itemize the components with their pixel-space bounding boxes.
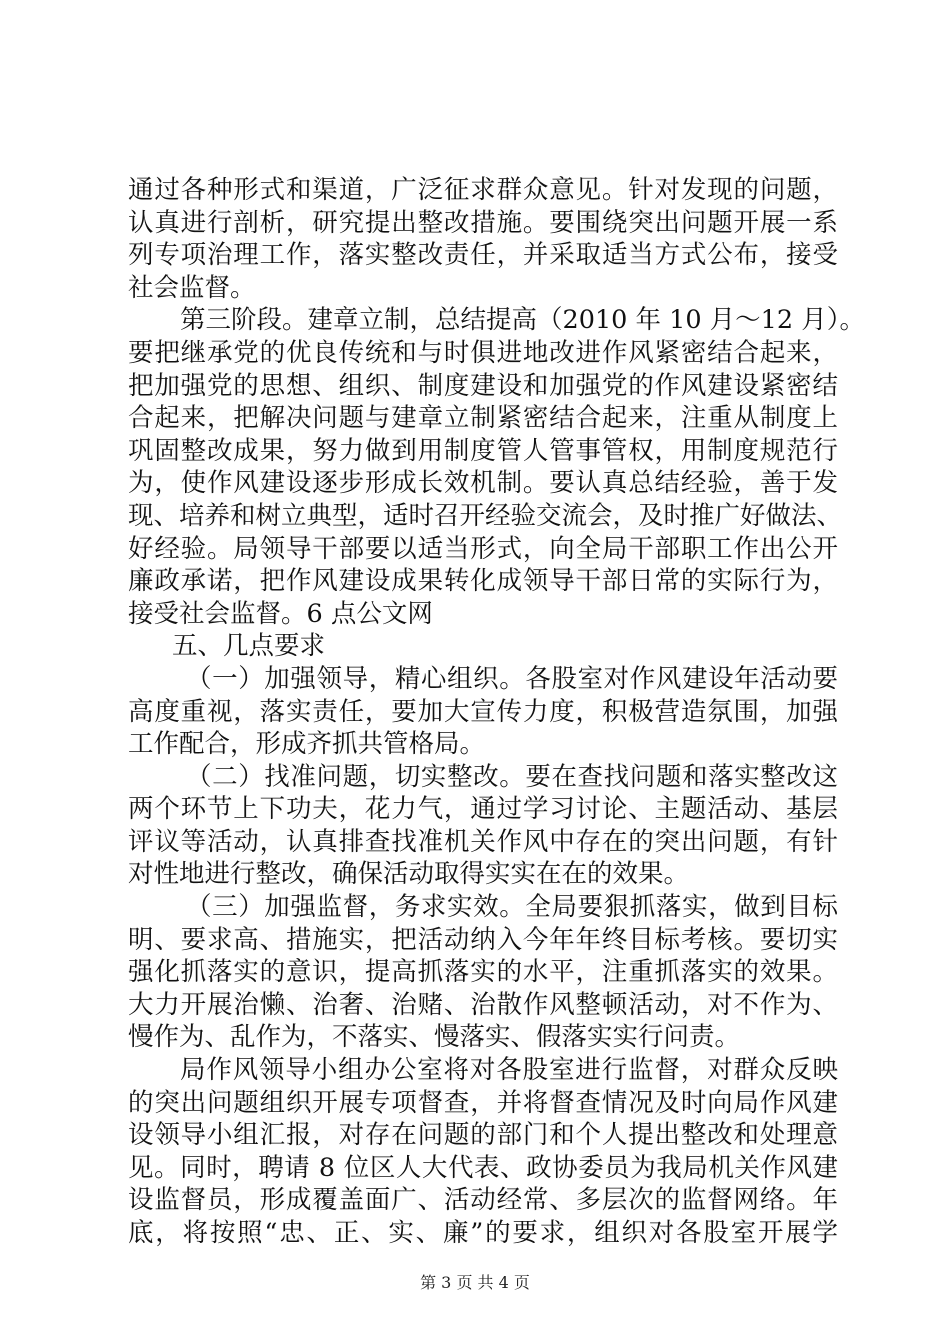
text-line: 工作配合，形成齐抓共管格局。 <box>128 729 486 760</box>
text-line: 见。同时，聘请 8 位区人大代表、政协委员为我局机关作风建 <box>128 1152 838 1183</box>
text-line: 强化抓落实的意识，提高抓落实的水平，注重抓落实的效果。 <box>128 957 838 988</box>
text-line: 要把继承党的优良传统和与时俱进地改进作风紧密结合起来， <box>128 337 838 368</box>
text-line: 把加强党的思想、组织、制度建设和加强党的作风建设紧密结 <box>128 370 838 401</box>
text-line: 的突出问题组织开展专项督查，并将督查情况及时向局作风建 <box>128 1087 838 1118</box>
text-line: 现、培养和树立典型，适时召开经验交流会，及时推广好做法、 <box>128 500 843 531</box>
text-line: 为，使作风建设逐步形成长效机制。要认真总结经验，善于发 <box>128 468 838 499</box>
text-line: 局作风领导小组办公室将对各股室进行监督，对群众反映 <box>180 1055 838 1086</box>
text-line: 设监督员，形成覆盖面广、活动经常、多层次的监督网络。年 <box>128 1185 838 1216</box>
text-line: 设领导小组汇报，对存在问题的部门和个人提出整改和处理意 <box>128 1120 838 1151</box>
text-line: （二）找准问题，切实整改。要在查找问题和落实整改这 <box>186 761 838 792</box>
page-footer <box>0 1270 950 1293</box>
page-number: 第 3 页 共 4 页 <box>420 1273 530 1292</box>
text-line: 对性地进行整改，确保活动取得实实在在的效果。 <box>128 859 690 890</box>
text-line: 大力开展治懒、治奢、治赌、治散作风整顿活动，对不作为、 <box>128 989 838 1020</box>
stage-three-heading: 第三阶段。建章立制，总结提高（2010 年 10 月～12 月）。 <box>180 305 865 336</box>
text-line: 底，将按照“忠、正、实、廉”的要求，组织对各股室开展学 <box>128 1218 838 1248</box>
document-body <box>128 174 865 1250</box>
text-line: 认真进行剖析，研究提出整改措施。要围绕突出问题开展一系 <box>128 207 838 238</box>
text-line: 合起来，把解决问题与建章立制紧密结合起来，注重从制度上 <box>128 403 838 434</box>
text-line: 慢作为、乱作为，不落实、慢落实、假落实实行问责。 <box>128 1022 741 1053</box>
text-line: （一）加强领导，精心组织。各股室对作风建设年活动要 <box>186 663 838 694</box>
text-line: 评议等活动，认真排查找准机关作风中存在的突出问题，有针 <box>128 826 838 857</box>
text-line: 高度重视，落实责任，要加大宣传力度，积极营造氛围，加强 <box>128 696 838 727</box>
text-line: 列专项治理工作，落实整改责任，并采取适当方式公布，接受 <box>128 240 838 271</box>
text-line: 明、要求高、措施实，把活动纳入今年年终目标考核。要切实 <box>128 924 838 955</box>
text-line: 好经验。局领导干部要以适当形式，向全局干部职工作出公开 <box>128 533 838 564</box>
section-heading: 五、几点要求 <box>172 631 326 662</box>
text-line: 社会监督。 <box>128 272 256 303</box>
text-line: 巩固整改成果，努力做到用制度管人管事管权，用制度规范行 <box>128 435 838 466</box>
text-line: 接受社会监督。6 点公文网 <box>128 598 433 629</box>
text-line: 廉政承诺，把作风建设成果转化成领导干部日常的实际行为， <box>128 566 838 597</box>
text-line: 两个环节上下功夫，花力气，通过学习讨论、主题活动、基层 <box>128 794 838 825</box>
text-line: （三）加强监督，务求实效。全局要狠抓落实，做到目标 <box>186 892 838 923</box>
text-line: 通过各种形式和渠道，广泛征求群众意见。针对发现的问题， <box>128 175 838 205</box>
